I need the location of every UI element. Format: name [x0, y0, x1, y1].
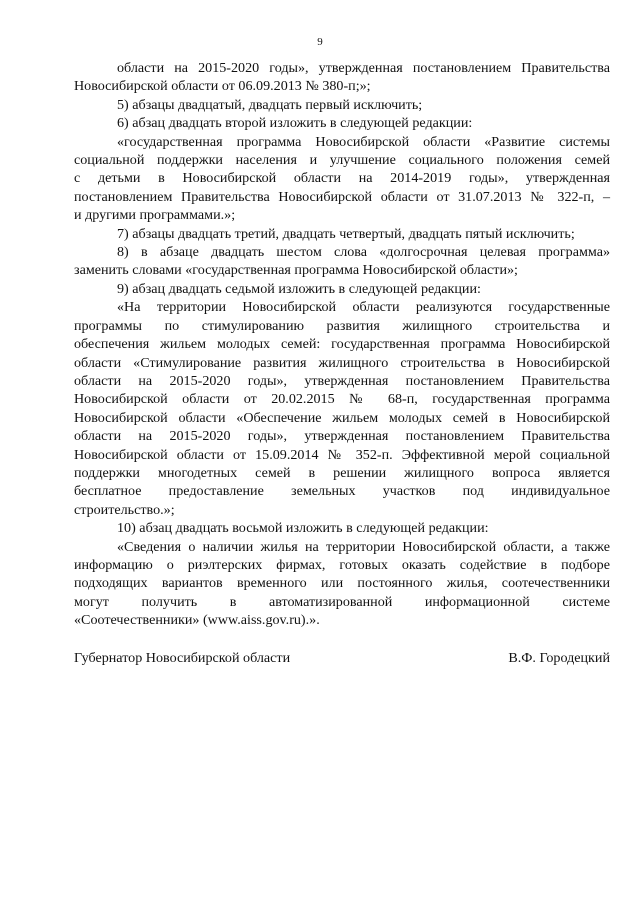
paragraph-line: области «Стимулирование развития жилищного строительства в Новосибирской	[74, 354, 610, 371]
paragraph	[74, 538, 610, 630]
paragraph	[74, 280, 610, 298]
paragraph-line: информацию о риэлтерских фирмах, готовых оказать содействие в подборе	[74, 556, 610, 573]
paragraph-line: «Соотечественники» (www.aiss.gov.ru).».	[74, 612, 320, 629]
paragraph	[74, 59, 610, 96]
paragraph-line: области на 2015-2020 годы», утвержденная постановлением Правительства	[117, 60, 610, 76]
signature-name: В.Ф. Городецкий	[508, 650, 610, 666]
paragraph-line: заменить словами «государственная программа Новосибирской области»;	[74, 262, 518, 279]
paragraph	[74, 96, 610, 114]
page-number: 9	[317, 36, 323, 48]
paragraph-line: 10) абзац двадцать восьмой изложить в следующей редакции:	[117, 520, 489, 537]
signature-block	[74, 649, 610, 667]
paragraph-line: и другими программами.»;	[74, 207, 236, 224]
paragraph	[74, 133, 610, 225]
paragraph-line: Новосибирской области от 20.02.2015 № 68-п, государственная программа	[74, 391, 610, 408]
paragraph-line: с детьми в Новосибирской области на 2014-2019 годы», утвержденная	[74, 170, 610, 187]
paragraph-line: поддержки многодетных семей в решении жилищного вопроса является	[74, 464, 610, 481]
paragraph-line: 9) абзац двадцать седьмой изложить в следующей редакции:	[117, 280, 481, 297]
paragraph-line: 6) абзац двадцать второй изложить в следующей редакции:	[117, 115, 473, 132]
document-body	[74, 59, 610, 630]
paragraph-line: подходящих вариантов временного или постоянного жилья, соотечественники	[74, 575, 610, 592]
paragraph-line: строительство.»;	[74, 501, 175, 518]
paragraph	[74, 298, 610, 519]
paragraph-line: бесплатное предоставление земельных участков под индивидуальное	[74, 483, 610, 500]
paragraph-line: 8) в абзаце двадцать шестом слова «долгосрочная целевая программа»	[117, 244, 610, 261]
paragraph	[74, 519, 610, 537]
paragraph-line: программы по стимулированию развития жилищного строительства и	[74, 317, 610, 334]
paragraph-line: постановлением Правительства Новосибирской области от 31.07.2013 № 322-п, –	[74, 188, 610, 205]
paragraph-line: 7) абзацы двадцать третий, двадцать четвертый, двадцать пятый исключить;	[117, 225, 575, 242]
paragraph-line: «Сведения о наличии жилья на территории Новосибирской области, а также	[117, 538, 610, 555]
paragraph-line: Новосибирской области от 15.09.2014 № 352-п. Эффективной мерой социальной	[74, 446, 610, 463]
paragraph-line: могут получить в автоматизированной информационной системе	[74, 593, 610, 610]
paragraph-line: Новосибирской области от 06.09.2013 № 380-п;»;	[74, 78, 371, 95]
paragraph	[74, 225, 610, 243]
paragraph-line: социальной поддержки населения и улучшение социального положения семей	[74, 152, 610, 169]
paragraph-line: области на 2015-2020 годы», утвержденная постановлением Правительства	[74, 372, 610, 389]
paragraph-line: «На территории Новосибирской области реализуются государственные	[117, 299, 610, 316]
paragraph-line: обеспечения жильем молодых семей: государственная программа Новосибирской	[74, 336, 610, 353]
signature-position: Губернатор Новосибирской области	[74, 650, 291, 666]
paragraph-line: Новосибирской области «Обеспечение жильем молодых семей в Новосибирской	[74, 409, 610, 426]
paragraph-line: «государственная программа Новосибирской области «Развитие системы	[117, 133, 610, 150]
paragraph	[74, 114, 610, 132]
paragraph-line: 5) абзацы двадцатый, двадцать первый исключить;	[117, 96, 423, 113]
paragraph-line: области на 2015-2020 годы», утвержденная постановлением Правительства	[74, 428, 610, 445]
paragraph	[74, 243, 610, 280]
